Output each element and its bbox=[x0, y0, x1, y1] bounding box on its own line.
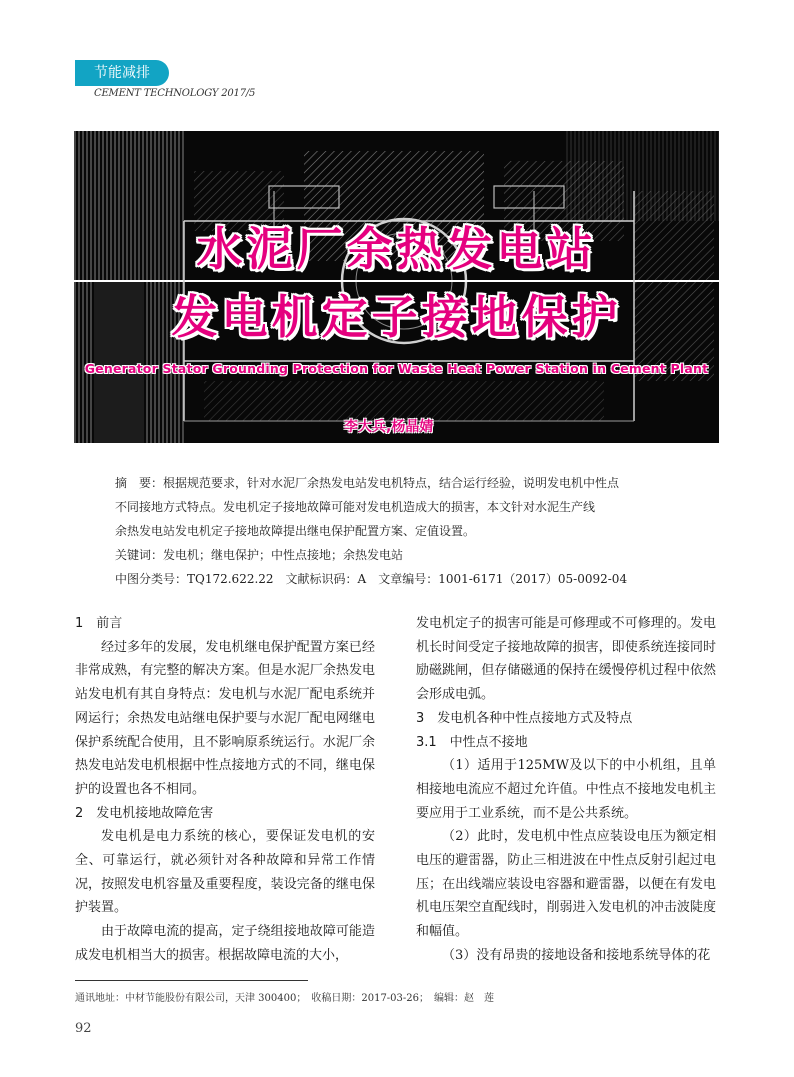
abstract-line: 余热发电站发电机定子接地故障提出继电保护配置方案、定值设置。 bbox=[115, 524, 476, 538]
abstract-block bbox=[115, 471, 705, 591]
footnote: 通讯地址：中材节能股份有限公司，天津 300400； 收稿日期：2017-03-26； 编辑：赵 莲 bbox=[75, 993, 495, 1004]
paragraph: 发电机是电力系统的核心，要保证发电机的安全、可靠运行，就必须针对各种故障和异常工作情况，按照发电机容量及重要程度，装设完备的继电保护装置。 bbox=[75, 829, 375, 916]
section-heading: 3 发电机各种中性点接地方式及特点 bbox=[416, 710, 633, 726]
subsection-heading: 3.1 中性点不接地 bbox=[416, 734, 528, 750]
section-badge: 节能减排 bbox=[75, 60, 169, 86]
page-number: 92 bbox=[75, 1021, 92, 1036]
paragraph: 经过多年的发展，发电机继电保护配置方案已经非常成熟，有完整的解决方案。但是水泥厂余热发电站发电机有其自身特点：发电机与水泥厂配电系统并网运行；余热发电站继电保护要与水泥厂配电网继电保护系统配合使用，且不影响原系统运行。水泥厂余热发电站发电机根据中性点接地方式的不同，继电保护的设置也各不相同。 bbox=[75, 639, 375, 797]
footnote-rule bbox=[75, 980, 308, 981]
paragraph: 发电机定子的损害可能是可修理或不可修理的。发电机长时间受定子接地故障的损害，即使系统连接同时励磁跳闸，但存储磁通的保持在缓慢停机过程中依然会形成电弧。 bbox=[416, 616, 716, 703]
article-title-line-1: 水泥厂余热发电站 bbox=[196, 222, 597, 276]
paragraph: （1）适用于125MW及以下的中小机组，且单相接地电流应不超过允许值。中性点不接地发电机主要应用于工业系统，而不是公共系统。 bbox=[416, 758, 716, 821]
english-title: Generator Stator Grounding Protection for Waste Heat Power Station in Cement Plant bbox=[84, 361, 709, 376]
section-heading: 2 发电机接地故障危害 bbox=[75, 805, 214, 821]
left-column bbox=[75, 612, 375, 968]
keywords: 关键词：发电机；继电保护；中性点接地；余热发电站 bbox=[115, 548, 404, 562]
paragraph: （2）此时，发电机中性点应装设电压为额定相电压的避雷器，防止三相进波在中性点反射引起过电压；在出线端应装设电容器和避雷器，以便在有发电机电压架空直配线时，削弱进入发电机的冲击波陡度和幅值。 bbox=[416, 829, 716, 940]
paragraph: （3）没有昂贵的接地设备和接地系统导体的花 bbox=[442, 947, 711, 963]
right-column bbox=[416, 612, 716, 968]
paragraph: 由于故障电流的提高，定子绕组接地故障可能造成发电机相当大的损害。根据故障电流的大小， bbox=[75, 924, 375, 963]
abstract-line: 摘 要：根据规范要求，针对水泥厂余热发电站发电机特点，结合运行经验，说明发电机中性点 bbox=[115, 476, 620, 490]
abstract-line: 不同接地方式特点。发电机定子接地故障可能对发电机造成大的损害，本文针对水泥生产线 bbox=[115, 500, 596, 514]
hero-banner bbox=[74, 131, 719, 443]
section-heading: 1 前言 bbox=[75, 616, 123, 631]
journal-name: CEMENT TECHNOLOGY 2017/5 bbox=[94, 88, 256, 99]
article-title-line-2: 发电机定子接地保护 bbox=[171, 290, 622, 344]
authors: 李大兵,杨晶婧 bbox=[344, 419, 434, 435]
classification: 中图分类号：TQ172.622.22 文献标识码：A 文章编号：1001-6171（2017）05-0092-04 bbox=[115, 572, 628, 586]
